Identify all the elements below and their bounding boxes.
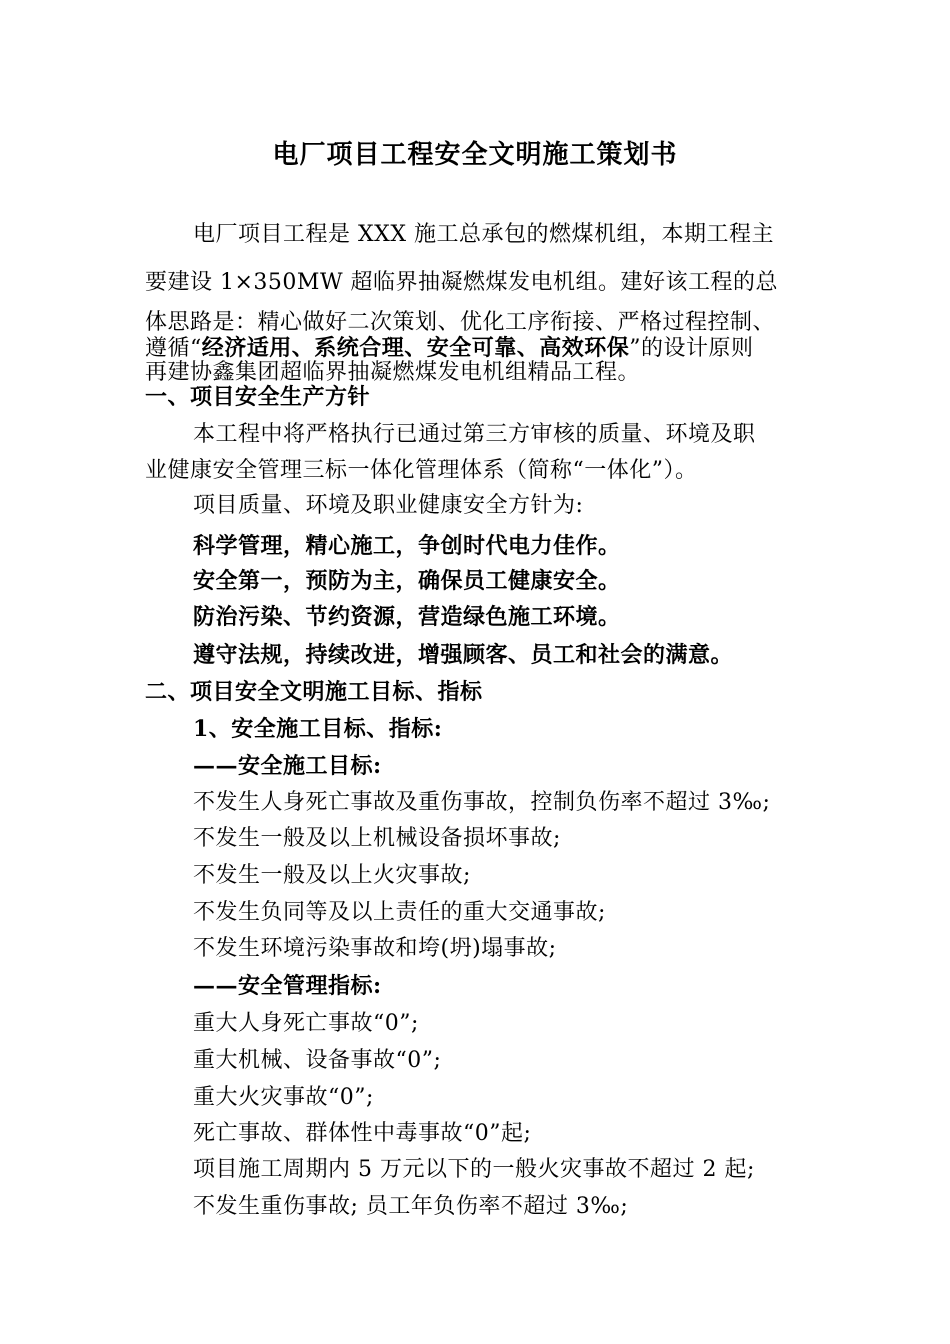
indicator-item: 不发生重伤事故; 员工年负伤率不超过 3‰;	[193, 1194, 629, 1219]
indicator-item: 重大人身死亡事故“0”;	[193, 1011, 419, 1036]
goal-item: 不发生一般及以上机械设备损坏事故;	[193, 826, 561, 851]
intro-line-3: 体思路是：精心做好二次策划、优化工序衔接、严格过程控制、	[145, 310, 776, 335]
goals-heading: ——安全施工目标:	[193, 753, 382, 779]
section2-heading: 二、项目安全文明施工目标、指标	[145, 679, 483, 705]
section1-p2: 项目质量、环境及职业健康安全方针为:	[193, 493, 584, 518]
policy-item: 科学管理，精心施工，争创时代电力佳作。	[193, 533, 621, 559]
indicator-item: 重大火灾事故“0”;	[193, 1085, 374, 1110]
section1-p1-line-2: 业健康安全管理三标一体化管理体系（简称“一体化”）。	[145, 458, 698, 483]
section2-sub1: 1、安全施工目标、指标:	[193, 716, 443, 742]
policy-item: 安全第一，预防为主，确保员工健康安全。	[193, 568, 621, 594]
policy-item: 防治污染、节约资源，营造绿色施工环境。	[193, 604, 621, 630]
indicator-item: 重大机械、设备事故“0”;	[193, 1048, 442, 1073]
intro-line-2: 要建设 1×350MW 超临界抽凝燃煤发电机组。建好该工程的总	[145, 270, 779, 295]
section1-p1-line-1: 本工程中将严格执行已通过第三方审核的质量、环境及职	[193, 422, 756, 447]
policy-item: 遵守法规，持续改进，增强顾客、员工和社会的满意。	[193, 642, 734, 668]
section1-heading: 一、项目安全生产方针	[145, 384, 371, 410]
intro-line-4	[145, 335, 754, 362]
goal-item: 不发生环境污染事故和垮(坍)塌事故;	[193, 936, 557, 961]
goal-item: 不发生负同等及以上责任的重大交通事故;	[193, 900, 606, 925]
goal-item: 不发生一般及以上火灾事故;	[193, 863, 471, 888]
design-principles: 经济适用、系统合理、安全可靠、高效环保	[201, 335, 630, 361]
indicator-item: 项目施工周期内 5 万元以下的一般火灾事故不超过 2 起;	[193, 1157, 755, 1182]
indicators-heading: ——安全管理指标:	[193, 973, 382, 999]
document-title: 电厂项目工程安全文明施工策划书	[272, 140, 678, 170]
intro-line-1: 电厂项目工程是 XXX 施工总承包的燃煤机组，本期工程主	[193, 222, 774, 247]
indicator-item: 死亡事故、群体性中毒事故“0”起;	[193, 1121, 532, 1146]
goal-item: 不发生人身死亡事故及重伤事故，控制负伤率不超过 3‰;	[193, 790, 771, 815]
intro-line-5: 再建协鑫集团超临界抽凝燃煤发电机组精品工程。	[145, 360, 641, 385]
intro-line-4-post: ”的设计原则	[629, 336, 754, 361]
intro-line-4-pre: 遵循“	[145, 336, 202, 361]
